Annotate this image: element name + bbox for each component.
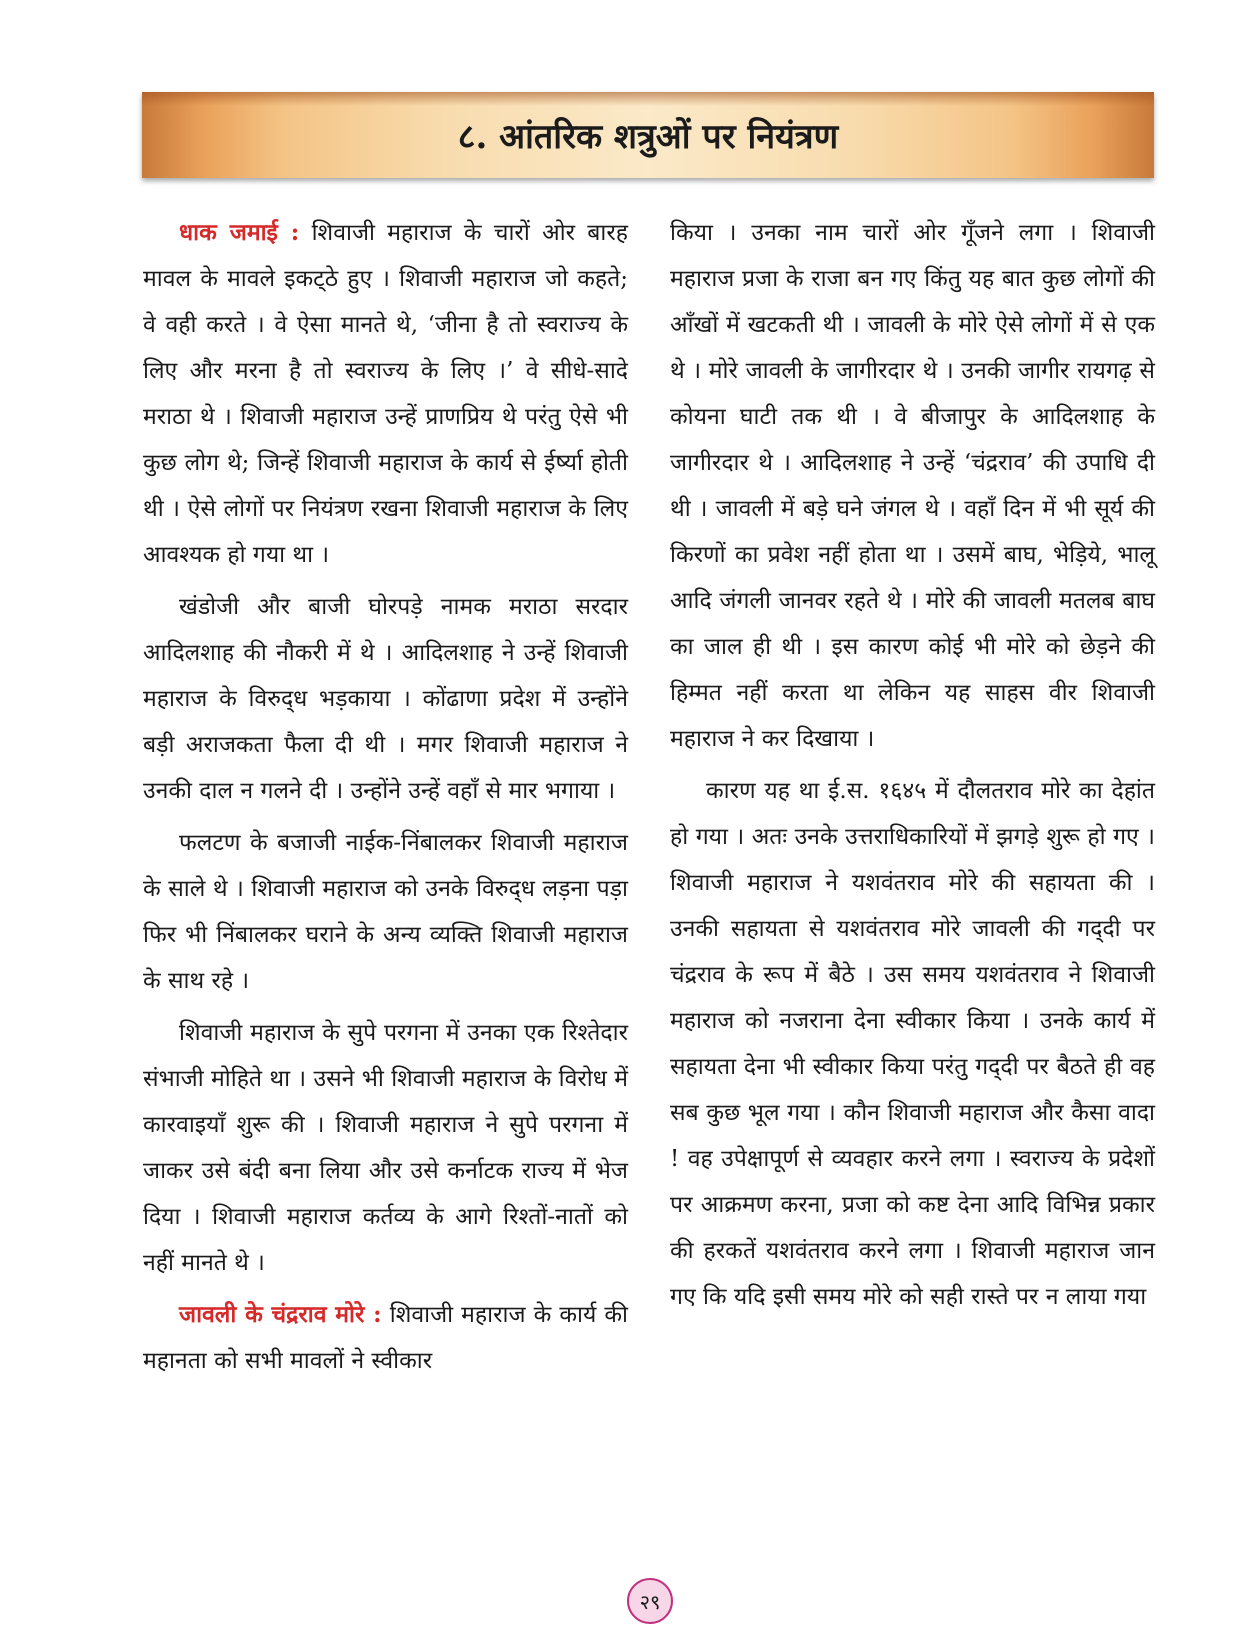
chapter-title: ८. आंतरिक शत्रुओं पर नियंत्रण: [457, 117, 839, 157]
paragraph-khandoji: खंडोजी और बाजी घोरपड़े नामक मराठा सरदार आदिलशाह की नौकरी में थे । आदिलशाह ने उन्हें शिवाजी महाराज के विरुद्‌ध भड़काया । कोंढाणा प्रदेश में उन्होंने बड़ी अराजकता फैला दी थी । मगर शिवाजी महाराज ने उनकी दाल न गलने दी । उन्होंने उन्हें वहाँ से मार भगाया ।: [143, 594, 628, 804]
chapter-title-banner: [142, 92, 1154, 178]
section-heading-javli: जावली के चंद्रराव मोरे :: [179, 1301, 382, 1328]
paragraph-text: शिवाजी महाराज के चारों ओर बारह मावल के मावले इकट्‌ठे हुए । शिवाजी महाराज जो कहते; वे वही करते । वे ऐसा मानते थे, ‘जीना है तो स्वराज्य के लिए और मरना है तो स्वराज्य के लिए ।’ वे सीधे-सादे मराठा थे । शिवाजी महाराज उन्हें प्राणप्रिय थे परंतु ऐसे भी कुछ लोग थे; जिन्हें शिवाजी महाराज के कार्य से ईर्ष्या होती थी । ऐसे लोगों पर नियंत्रण रखना शिवाजी महाराज के लिए आवश्यक हो गया था ।: [143, 220, 629, 568]
paragraph-continued: किया । उनका नाम चारों ओर गूँजने लगा । शिवाजी महाराज प्रजा के राजा बन गए किंतु यह बात कुछ लोगों की आँखों में खटकती थी । जावली के मोरे ऐसे लोगों में से एक थे । मोरे जावली के जागीरदार थे । उनकी जागीर रायगढ़ से कोयना घाटी तक थी । वे बीजापुर के आदिलशाह के जागीरदार थे । आदिलशाह ने उन्हें ‘चंद्रराव’ की उपाधि दी थी । जावली में बड़े घने जंगल थे । वहाँ दिन में भी सूर्य की किरणों का प्रवेश नहीं होता था । उसमें बाघ, भेड़िये, भालू आदि जंगली जानवर रहते थे । मोरे की जावली मतलब बाघ का जाल ही थी । इस कारण कोई भी मोरे को छेड़ने की हिम्मत नहीं करता था लेकिन यह साहस वीर शिवाजी महाराज ने कर दिखाया ।: [670, 220, 1155, 752]
left-column: [143, 210, 628, 1390]
paragraph-javli: [143, 1292, 628, 1384]
paragraph-daulatrao: कारण यह था ई.स. १६४५ में दौलतराव मोरे का देहांत हो गया । अतः उनके उत्तराधिकारियों में झगड़े शुरू हो गए । शिवाजी महाराज ने यशवंतराव मोरे की सहायता की । उनकी सहायता से यशवंतराव मोरे जावली की गद्‌दी पर चंद्रराव के रूप में बैठे । उस समय यशवंतराव ने शिवाजी महाराज को नजराना देना स्वीकार किया । उनके कार्य में सहायता देना भी स्वीकार किया परंतु गद्‌दी पर बैठते ही वह सब कुछ भूल गया । कौन शिवाजी महाराज और कैसा वादा ! वह उपेक्षापूर्ण से व्यवहार करने लगा । स्वराज्य के प्रदेशों पर आक्रमण करना, प्रजा को कष्ट देना आदि विभिन्न प्रकार की हरकतें यशवंतराव करने लगा । शिवाजी महाराज जान गए कि यदि इसी समय मोरे को सही रास्ते पर न लाया गया: [670, 778, 1155, 1310]
right-column: [670, 210, 1155, 1326]
paragraph-text: शिवाजी महाराज के कार्य की महानता को सभी मावलों ने स्वीकार: [143, 1302, 628, 1374]
paragraph-supe-pargana: शिवाजी महाराज के सुपे परगना में उनका एक रिश्तेदार संभाजी मोहिते था । उसने भी शिवाजी महाराज के विरोध में कारवाइयाँ शुरू की । शिवाजी महाराज ने सुपे परगना में जाकर उसे बंदी बना लिया और उसे कर्नाटक राज्य में भेज दिया । शिवाजी महाराज कर्तव्य के आगे रिश्तों-नातों को नहीं मानते थे ।: [143, 1020, 628, 1276]
section-heading-dhak-jamai: धाक जमाई :: [179, 219, 300, 246]
paragraph-phaltan: फलटण के बजाजी नाईक-निंबालकर शिवाजी महाराज के साले थे । शिवाजी महाराज को उनके विरुद्‌ध लड़ना पड़ा फिर भी निंबालकर घराने के अन्य व्यक्ति शिवाजी महाराज के साथ रहे ।: [143, 830, 628, 994]
page-number: २९: [627, 1578, 673, 1624]
paragraph-dhak-jamai: [143, 210, 628, 578]
